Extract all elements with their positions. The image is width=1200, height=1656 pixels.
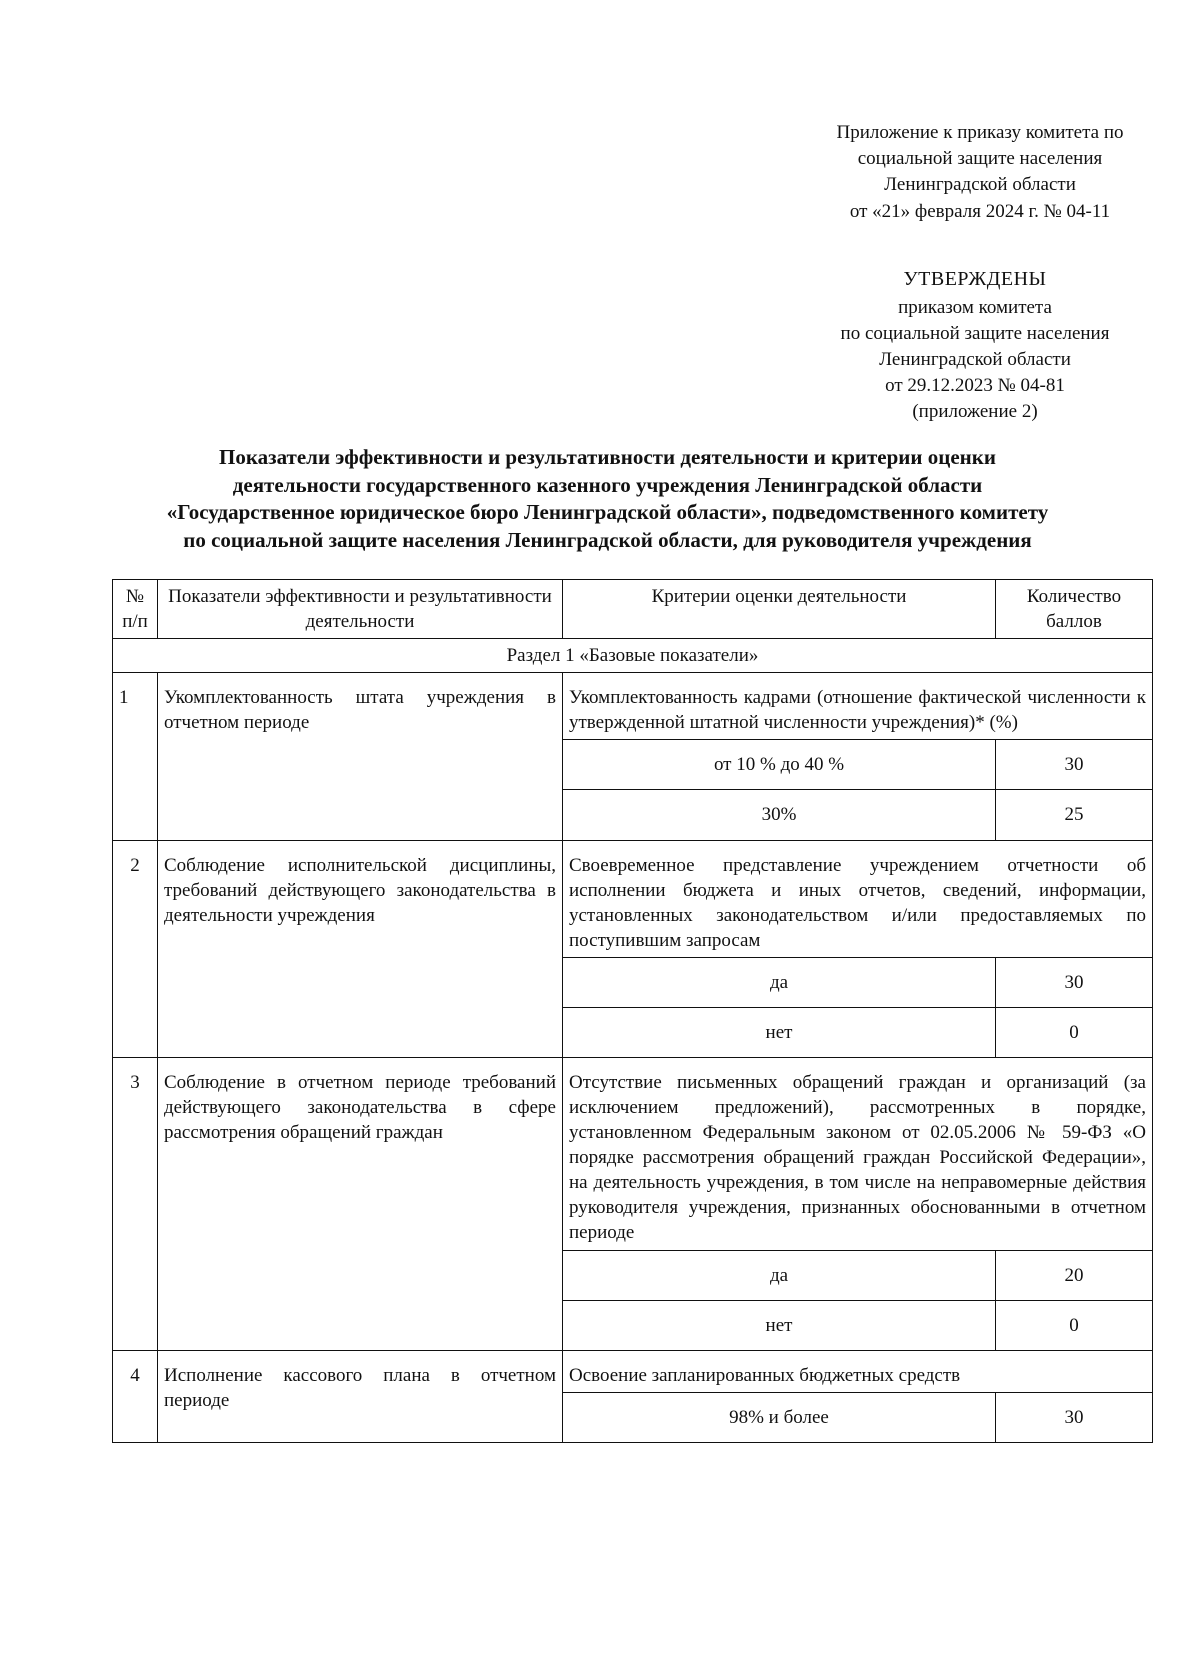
option-points: 30: [996, 957, 1153, 1007]
criteria-table: [112, 579, 1153, 1443]
title-line: по социальной защите населения Ленинградской области, для руководителя учреждения: [183, 528, 1032, 553]
option-points: 0: [996, 1007, 1153, 1057]
approval-title: УТВЕРЖДЕНЫ: [903, 268, 1047, 290]
option-points: 25: [996, 790, 1153, 840]
option-label: 30%: [563, 790, 996, 840]
header-criteria: Критерии оценки деятельности: [563, 580, 996, 639]
option-label: от 10 % до 40 %: [563, 740, 996, 790]
row-number: 2: [113, 840, 158, 1057]
approval-line: приказом комитета: [898, 297, 1052, 319]
title-line: Показатели эффективности и результативности деятельности и критерии оценки: [219, 445, 996, 469]
row-number: 4: [113, 1350, 158, 1442]
annex-line: Приложение к приказу комитета по: [836, 122, 1124, 143]
row-criterion: Укомплектованность кадрами (отношение фактической численности к утвержденной штатной численности учреждения)* (%): [563, 673, 1153, 740]
table-header-row: [113, 580, 1153, 639]
row-indicator: Укомплектованность штата учреждения в отчетном периоде: [158, 673, 563, 840]
annex-note: [780, 120, 1180, 225]
annex-line: социальной защите населения: [857, 148, 1103, 170]
option-label: 98% и более: [563, 1392, 996, 1442]
row-indicator: Исполнение кассового плана в отчетном периоде: [158, 1350, 563, 1442]
option-label: нет: [563, 1007, 996, 1057]
row-indicator: Соблюдение исполнительской дисциплины, требований действующего законодательства в деятельности учреждения: [158, 840, 563, 1057]
row-criterion: Своевременное представление учреждением отчетности об исполнении бюджета и иных отчетов, сведений, информации, установленных законодательством и/или предоставляемых по поступившим запросам: [563, 840, 1153, 957]
option-points: 30: [996, 740, 1153, 790]
annex-line: Ленинградской области: [884, 174, 1076, 196]
row-number: 3: [113, 1058, 158, 1351]
header-points: Количество баллов: [996, 580, 1153, 639]
option-points: 20: [996, 1250, 1153, 1300]
option-points: 30: [996, 1392, 1153, 1442]
row-number: 1: [113, 673, 158, 840]
approval-line: по социальной защите населения: [840, 323, 1110, 345]
table-row: [113, 1350, 1153, 1392]
row-criterion: Отсутствие письменных обращений граждан и организаций (за исключением предложений), рассмотренных в порядке, установленном Федеральным законом от 02.05.2006 № 59-ФЗ «О порядке рассмотрения обращений граждан Российской Федерации», на деятельность учреждения, в том числе на неправомерные действия руководителя учреждения, признанных обоснованными в отчетном периоде: [563, 1058, 1153, 1251]
header-indicator: Показатели эффективности и результативности деятельности: [158, 580, 563, 639]
annex-line: от «21» февраля 2024 г. № 04-11: [849, 200, 1111, 222]
option-label: да: [563, 1250, 996, 1300]
section-row: [113, 639, 1153, 673]
approval-line: (приложение 2): [912, 400, 1038, 422]
title-line: «Государственное юридическое бюро Ленинградской области», подведомственного комитету: [166, 500, 1049, 525]
approval-line: от 29.12.2023 № 04-81: [885, 374, 1065, 396]
title-line: деятельности государственного казенного учреждения Ленинградской области: [232, 472, 983, 497]
row-indicator: Соблюдение в отчетном периоде требований действующего законодательства в сфере рассмотрения обращений граждан: [158, 1058, 563, 1351]
option-label: да: [563, 957, 996, 1007]
table-row: [113, 1058, 1153, 1251]
header-num: № п/п: [113, 580, 158, 639]
section-title: Раздел 1 «Базовые показатели»: [113, 639, 1153, 673]
table-row: [113, 840, 1153, 957]
approval-line: Ленинградской области: [879, 348, 1071, 370]
approval-stamp: [800, 266, 1150, 424]
table-row: [113, 673, 1153, 740]
option-label: нет: [563, 1300, 996, 1350]
row-criterion: Освоение запланированных бюджетных средств: [563, 1350, 1153, 1392]
document-title: [90, 444, 1125, 555]
option-points: 0: [996, 1300, 1153, 1350]
